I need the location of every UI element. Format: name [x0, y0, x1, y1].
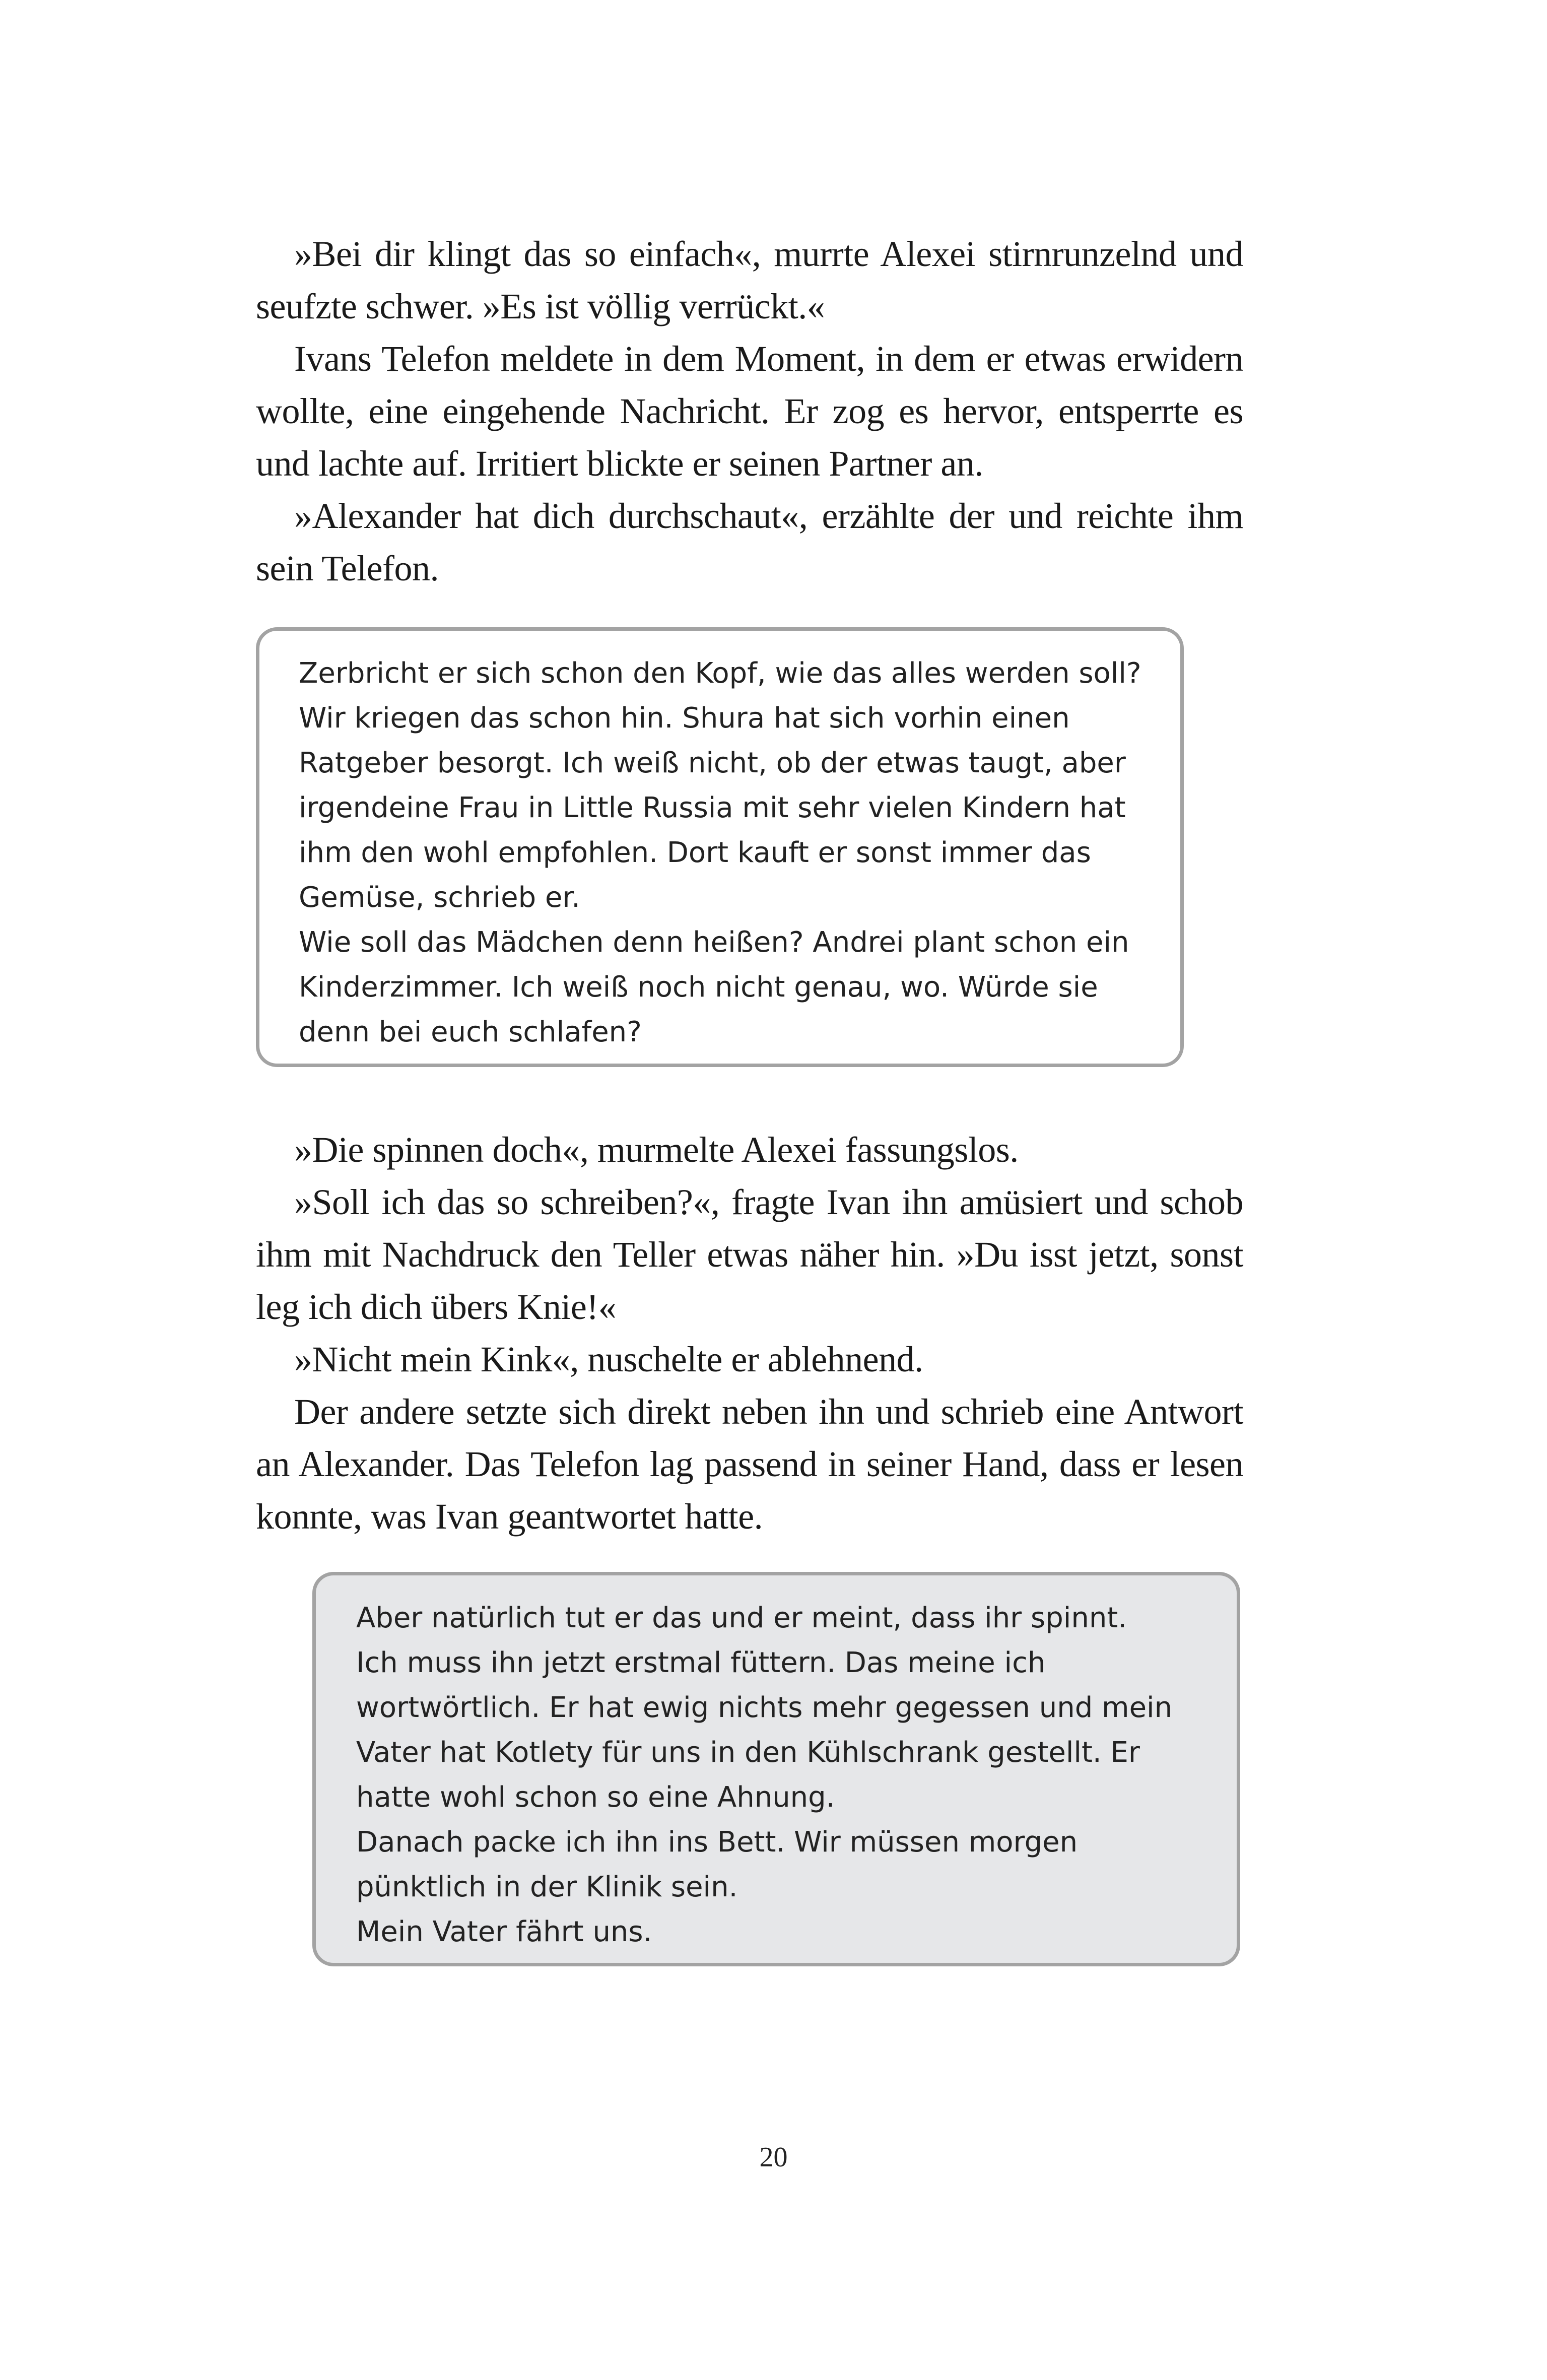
- message-line: Ich muss ihn jetzt erstmal füttern. Das meine ich: [356, 1646, 1046, 1679]
- paragraph: Ivans Telefon meldete in dem Moment, in dem er etwas erwidern wollte, eine eingehende Nachricht. Er zog es hervor, entsperrte es und lachte auf. Irritiert blickte er seinen Partner an.: [256, 339, 1243, 484]
- incoming-message-bubble: [256, 627, 1184, 1067]
- narrative-block-1: [256, 228, 1243, 594]
- paragraph: »Alexander hat dich durchschaut«, erzählte der und reichte ihm sein Telefon.: [256, 496, 1243, 588]
- message-line: Mein Vater fährt uns.: [356, 1915, 652, 1948]
- message-line: irgendeine Frau in Little Russia mit sehr vielen Kindern hat: [299, 791, 1126, 824]
- message-line: pünktlich in der Klinik sein.: [356, 1871, 738, 1903]
- message-line: Kinderzimmer. Ich weiß noch nicht genau, wo. Würde sie: [299, 971, 1098, 1004]
- message-line: ihm den wohl empfohlen. Dort kauft er sonst immer das: [299, 836, 1091, 869]
- message-line: Wie soll das Mädchen denn heißen? Andrei plant schon ein: [299, 926, 1129, 959]
- paragraph: »Die spinnen doch«, murmelte Alexei fassungslos.: [294, 1130, 1019, 1170]
- message-line: Gemüse, schrieb er.: [299, 881, 581, 914]
- page-number: 20: [759, 2142, 788, 2173]
- message-line: Zerbricht er sich schon den Kopf, wie das alles werden soll?: [299, 657, 1141, 690]
- paragraph: »Nicht mein Kink«, nuschelte er ablehnend.: [294, 1339, 923, 1379]
- narrative-block-2: [256, 1123, 1243, 1543]
- message-line: Wir kriegen das schon hin. Shura hat sich vorhin einen: [299, 702, 1070, 735]
- paragraph: »Bei dir klingt das so einfach«, murrte Alexei stirnrunzelnd und seufzte schwer. »Es ist völlig verrückt.«: [256, 234, 1243, 326]
- message-line: wortwörtlich. Er hat ewig nichts mehr gegessen und mein: [356, 1691, 1173, 1724]
- message-line: Ratgeber besorgt. Ich weiß nicht, ob der etwas taugt, aber: [299, 747, 1126, 779]
- message-line: hatte wohl schon so eine Ahnung.: [356, 1781, 835, 1814]
- paragraph: Der andere setzte sich direkt neben ihn und schrieb eine Antwort an Alexander. Das Telefon lag passend in seiner Hand, dass er lesen konnte, was Ivan geantwortet hatte.: [256, 1392, 1243, 1537]
- paragraph: »Soll ich das so schreiben?«, fragte Ivan ihn amüsiert und schob ihm mit Nachdruck den Teller etwas näher hin. »Du isst jetzt, sonst leg ich dich übers Knie!«: [256, 1182, 1243, 1327]
- message-line: Vater hat Kotlety für uns in den Kühlschrank gestellt. Er: [356, 1736, 1140, 1769]
- message-line: Danach packe ich ihn ins Bett. Wir müssen morgen: [356, 1826, 1078, 1859]
- message-line: Aber natürlich tut er das und er meint, dass ihr spinnt.: [356, 1602, 1127, 1634]
- outgoing-message-bubble: [312, 1572, 1240, 1966]
- message-line: denn bei euch schlafen?: [299, 1016, 642, 1048]
